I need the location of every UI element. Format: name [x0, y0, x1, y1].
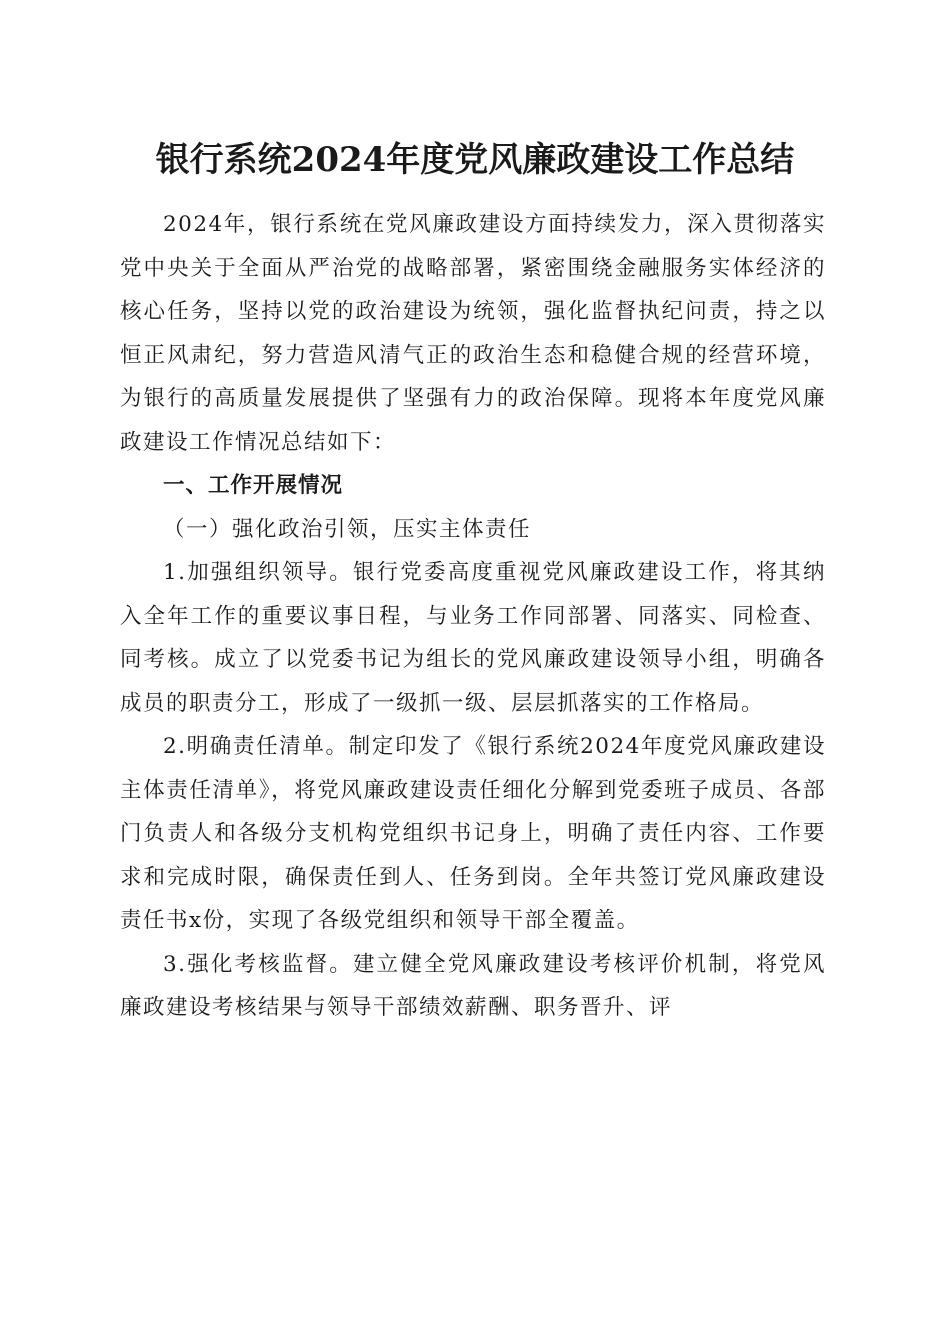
- paragraph-item-2: 2.明确责任清单。制定印发了《银行系统2024年度党风廉政建设主体责任清单》，将党风廉政建设责任细化分解到党委班子成员、各部门负责人和各级分支机构党组织书记身上，明确了责任内容、工作要求和完成时限，确保责任到人、任务到岗。全年共签订党风廉政建设责任书x份，实现了各级党组织和领导干部全覆盖。: [120, 734, 826, 933]
- document-title: 银行系统2024年度党风廉政建设工作总结: [155, 140, 795, 180]
- document-body: [120, 203, 826, 1030]
- paragraph-item-3: 3.强化考核监督。建立健全党风廉政建设考核评价机制，将党风廉政建设考核结果与领导干部绩效薪酬、职务晋升、评: [120, 951, 826, 1020]
- section-heading-1: 一、工作开展情况: [163, 473, 344, 498]
- intro-paragraph: 2024年，银行系统在党风廉政建设方面持续发力，深入贯彻落实党中央关于全面从严治党的战略部署，紧密围绕金融服务实体经济的核心任务，坚持以党的政治建设为统领，强化监督执纪问责，持之以恒正风肃纪，努力营造风清气正的政治生态和稳健合规的经营环境，为银行的高质量发展提供了坚强有力的政治保障。现将本年度党风廉政建设工作情况总结如下：: [120, 212, 826, 455]
- paragraph-item-1: 1.加强组织领导。银行党委高度重视党风廉政建设工作，将其纳入全年工作的重要议事日程，与业务工作同部署、同落实、同检查、同考核。成立了以党委书记为组长的党风廉政建设领导小组，明确各成员的职责分工，形成了一级抓一级、层层抓落实的工作格局。: [120, 560, 826, 716]
- subsection-heading-1: （一）强化政治引领，压实主体责任: [163, 516, 532, 542]
